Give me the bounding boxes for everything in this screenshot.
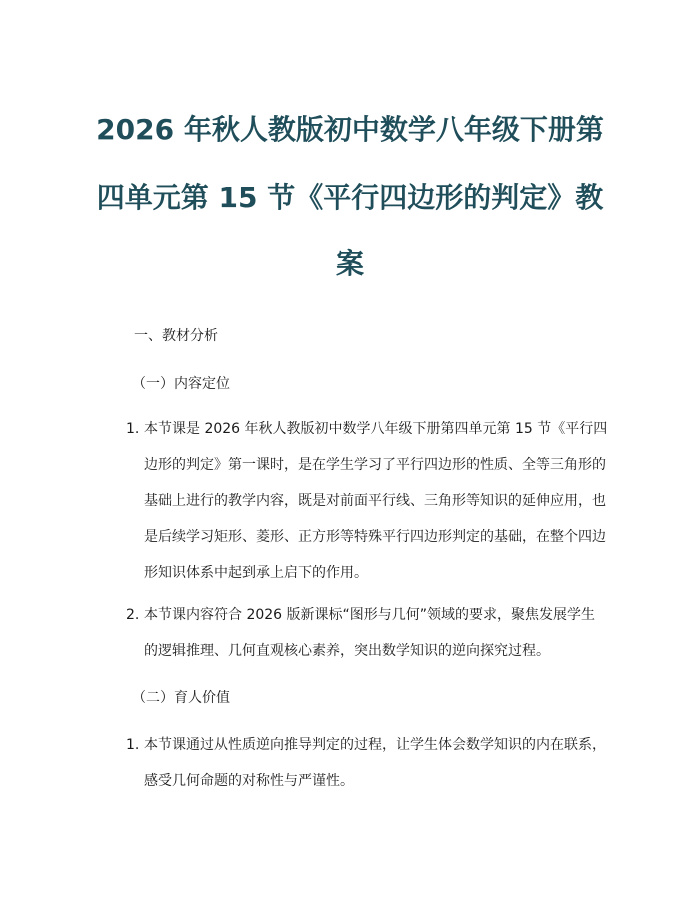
document-title-line-3: 案: [335, 247, 364, 280]
section-heading-textbook-analysis: 一、教材分析: [134, 328, 218, 344]
subsection-heading-educational-value: （二）育人价值: [132, 690, 230, 706]
paragraph-line: 形知识体系中起到承上启下的作用。: [144, 565, 368, 581]
paragraph-line: 的逻辑推理、几何直观核心素养，突出数学知识的逆向探究过程。: [144, 643, 550, 659]
paragraph-line: 是后续学习矩形、菱形、正方形等特殊平行四边形判定的基础，在整个四边: [144, 529, 606, 545]
paragraph-line: 本节课内容符合 2026 版新课标“图形与几何”领域的要求，聚焦发展学生: [144, 607, 596, 623]
paragraph-line: 边形的判定》第一课时，是在学生学习了平行四边形的性质、全等三角形的: [144, 457, 606, 473]
list-item-number: 2.: [126, 607, 140, 623]
subsection-heading-content-positioning: （一）内容定位: [132, 376, 230, 392]
paragraph-line: 本节课是 2026 年秋人教版初中数学八年级下册第四单元第 15 节《平行四: [144, 421, 608, 437]
paragraph-line: 基础上进行的教学内容，既是对前面平行线、三角形等知识的延伸应用，也: [144, 493, 606, 509]
document-title-line-2: 四单元第 15 节《平行四边形的判定》教: [96, 181, 604, 214]
document-title-line-1: 2026 年秋人教版初中数学八年级下册第: [96, 113, 604, 146]
list-item-number: 1.: [126, 737, 140, 753]
list-item-number: 1.: [126, 421, 140, 437]
paragraph-line: 本节课通过从性质逆向推导判定的过程，让学生体会数学知识的内在联系，: [144, 737, 606, 753]
paragraph-line: 感受几何命题的对称性与严谨性。: [144, 773, 354, 789]
